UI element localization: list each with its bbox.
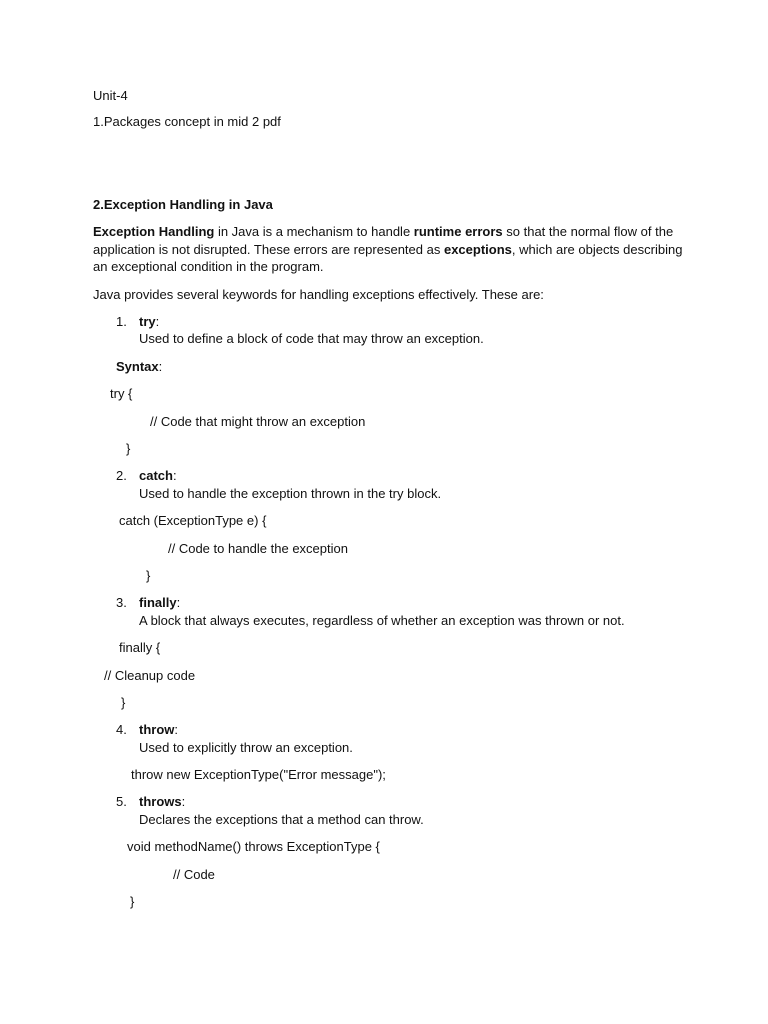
item-keyword: try: [139, 314, 160, 329]
code-line: void methodName() throws ExceptionType { [127, 839, 380, 854]
item-keyword: throw: [139, 722, 179, 737]
term-exception-handling: Exception Handling [93, 224, 215, 239]
code-line: finally { [119, 640, 161, 655]
syntax-label: Syntax: [116, 359, 163, 374]
unit-heading: Unit-4 [93, 88, 128, 103]
item-description: Declares the exceptions that a method can throw. [139, 812, 424, 827]
item-description: A block that always executes, regardless of whether an exception was thrown or not. [139, 613, 625, 628]
code-line: } [146, 568, 151, 583]
item-keyword: finally: [139, 595, 181, 610]
section-title: 2.Exception Handling in Java [93, 197, 273, 212]
term-runtime-errors: runtime errors [413, 224, 503, 239]
keywords-intro: Java provides several keywords for handling exceptions effectively. These are: [93, 287, 544, 302]
code-line: } [126, 441, 131, 456]
intro-paragraph: Exception Handling in Java is a mechanism to handle runtime errors so that the normal flow of the application is not disrupted. These errors are represented as exceptions, which are objects describing an exceptional condition in the program. [93, 224, 683, 274]
item-number: 5. [116, 794, 127, 809]
item-description: Used to handle the exception thrown in the try block. [139, 486, 442, 501]
item-description: Used to define a block of code that may throw an exception. [139, 331, 484, 346]
item-number: 2. [116, 468, 127, 483]
code-line: } [121, 695, 126, 710]
code-comment: // Code [173, 867, 215, 882]
item-keyword: throws: [139, 794, 186, 809]
item-number: 4. [116, 722, 127, 737]
code-line: throw new ExceptionType("Error message"); [131, 767, 386, 782]
packages-line: 1.Packages concept in mid 2 pdf [93, 114, 281, 129]
item-number: 3. [116, 595, 127, 610]
code-comment: // Code to handle the exception [168, 541, 348, 556]
code-line: try { [110, 386, 133, 401]
code-comment: // Cleanup code [104, 668, 196, 683]
term-exceptions: exceptions [443, 241, 512, 257]
code-line: } [130, 894, 135, 909]
code-line: catch (ExceptionType e) { [119, 513, 267, 528]
item-number: 1. [116, 314, 127, 329]
item-keyword: catch: [139, 468, 177, 483]
item-description: Used to explicitly throw an exception. [139, 740, 353, 755]
code-comment: // Code that might throw an exception [150, 414, 366, 429]
